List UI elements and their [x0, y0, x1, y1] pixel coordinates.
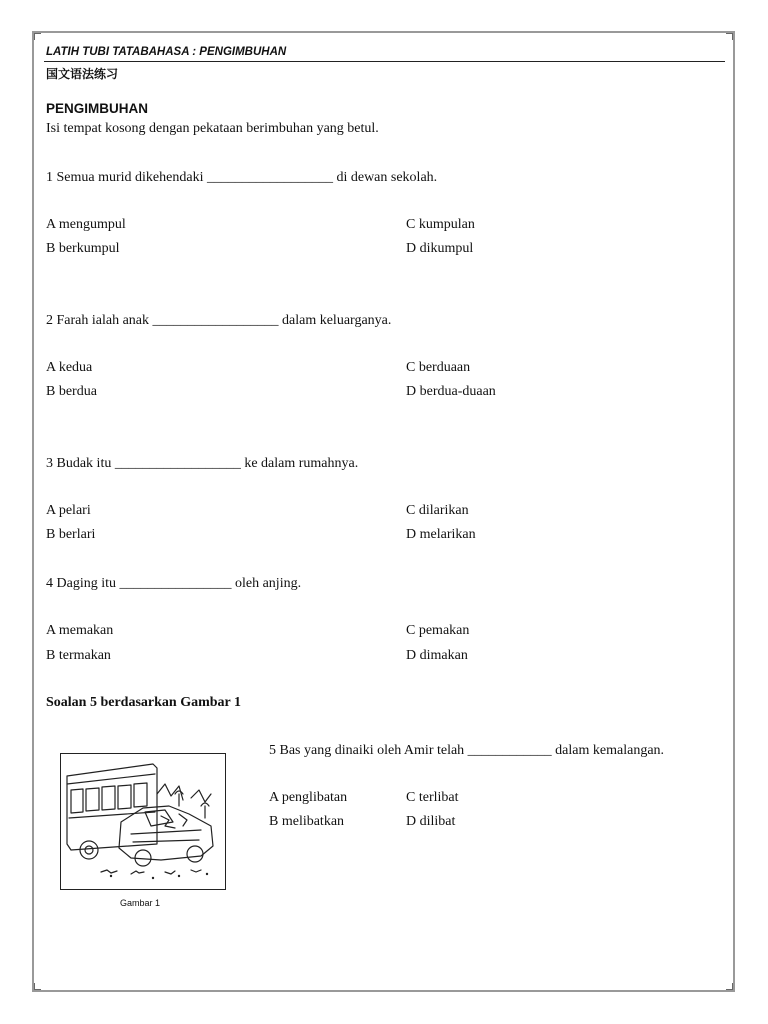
corner-mark-bottom-right	[726, 983, 733, 990]
header-divider	[44, 61, 725, 62]
question-4-option-a: A memakan	[46, 623, 114, 638]
question-4-option-b: B termakan	[46, 648, 111, 663]
question-5-option-c: C terlibat	[406, 790, 459, 805]
bus-accident-drawing	[61, 754, 224, 888]
picture-caption: Gambar 1	[120, 898, 161, 908]
question-3-option-d: D melarikan	[406, 527, 476, 542]
question-5-text: 5 Bas yang dinaiki oleh Amir telah ____________ dalam kemalangan.	[269, 743, 665, 758]
question-5-option-a: A penglibatan	[269, 790, 348, 805]
question-4-option-c: C pemakan	[406, 623, 470, 638]
question-3-option-a: A pelari	[46, 503, 91, 518]
question-1-option-c: C kumpulan	[406, 217, 475, 232]
question-2-option-b: B berdua	[46, 384, 97, 399]
question-2-option-a: A kedua	[46, 360, 93, 375]
worksheet-title: LATIH TUBI TATABAHASA : PENGIMBUHAN	[46, 46, 287, 58]
question-1-option-b: B berkumpul	[46, 241, 120, 256]
section-title: PENGIMBUHAN	[46, 101, 149, 116]
question-3-option-c: C dilarikan	[406, 503, 469, 518]
question-4-option-d: D dimakan	[406, 648, 468, 663]
question-4-text: 4 Daging itu ________________ oleh anjing.	[46, 576, 302, 591]
question-2-option-d: D berdua-duaan	[406, 384, 496, 399]
question-1-text: 1 Semua murid dikehendaki __________________ di dewan sekolah.	[46, 170, 438, 185]
question-1-option-a: A mengumpul	[46, 217, 126, 232]
question-2-text: 2 Farah ialah anak __________________ dalam keluarganya.	[46, 313, 392, 328]
corner-mark-top-right	[726, 33, 733, 40]
corner-mark-top-left	[34, 33, 41, 40]
picture-section-heading: Soalan 5 berdasarkan Gambar 1	[46, 695, 241, 710]
worksheet-subtitle: 国文语法练习	[46, 67, 119, 81]
question-5-option-b: B melibatkan	[269, 814, 345, 829]
question-1-option-d: D dikumpul	[406, 241, 474, 256]
question-5-option-d: D dilibat	[406, 814, 456, 829]
question-3-text: 3 Budak itu __________________ ke dalam rumahnya.	[46, 456, 359, 471]
section-instruction: Isi tempat kosong dengan pekataan berimbuhan yang betul.	[46, 121, 379, 136]
question-3-option-b: B berlari	[46, 527, 96, 542]
bus-accident-illustration	[60, 753, 226, 890]
corner-mark-bottom-left	[34, 983, 41, 990]
question-2-option-c: C berduaan	[406, 360, 471, 375]
